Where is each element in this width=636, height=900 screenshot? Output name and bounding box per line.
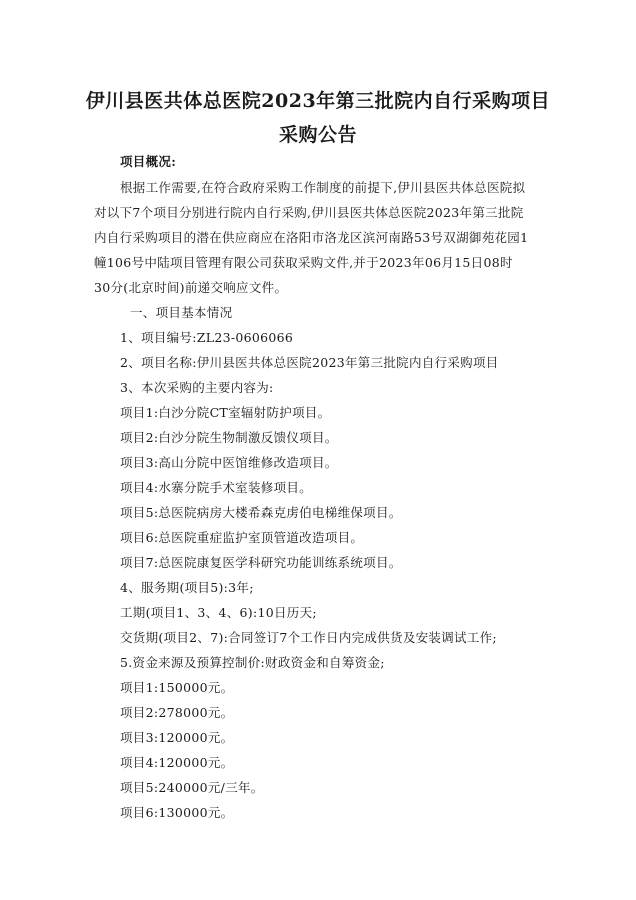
budget-item: 项目1:150000元。	[120, 680, 234, 695]
project-name: 2、项目名称:伊川县医共体总医院2023年第三批院内自行采购项目	[120, 355, 499, 370]
project-item: 项目2:白沙分院生物制激反馈仪项目。	[120, 430, 338, 445]
intro-line: 幢106号中陆项目管理有限公司获取采购文件,并于2023年06月15日08时	[94, 255, 513, 270]
document-subtitle: 采购公告	[278, 124, 357, 146]
section-heading: 一、项目基本情况	[130, 305, 233, 320]
budget-item: 项目2:278000元。	[120, 705, 234, 720]
budget-item: 项目4:120000元。	[120, 755, 234, 770]
project-item: 项目6:总医院重症监护室顶管道改造项目。	[120, 530, 364, 545]
funding-source: 5.资金来源及预算控制价:财政资金和自筹资金;	[120, 655, 385, 670]
project-item: 项目3:高山分院中医馆维修改造项目。	[120, 455, 338, 470]
budget-item: 项目6:130000元。	[120, 805, 234, 820]
project-item: 项目1:白沙分院CT室辐射防护项目。	[120, 405, 331, 420]
budget-item: 项目3:120000元。	[120, 730, 234, 745]
work-period: 工期(项目1、3、4、6):10日历天;	[120, 605, 317, 620]
intro-line: 内自行采购项目的潜在供应商应在洛阳市洛龙区滨河南路53号双湖御苑花园1	[94, 230, 529, 245]
budget-item: 项目5:240000元/三年。	[120, 780, 264, 795]
delivery-period: 交货期(项目2、7):合同签订7个工作日内完成供货及安装调试工作;	[120, 630, 497, 645]
overview-heading: 项目概况:	[120, 154, 177, 169]
intro-line: 30分(北京时间)前递交响应文件。	[94, 280, 288, 295]
project-item: 项目7:总医院康复医学科研究功能训练系统项目。	[120, 555, 402, 570]
intro-line: 根据工作需要,在符合政府采购工作制度的前提下,伊川县医共体总医院拟	[120, 180, 526, 195]
intro-line: 对以下7个项目分别进行院内自行采购,伊川县医共体总医院2023年第三批院	[94, 205, 524, 220]
project-item: 项目5:总医院病房大楼希森克虏伯电梯维保项目。	[120, 505, 402, 520]
service-period: 4、服务期(项目5):3年;	[120, 580, 254, 595]
project-number: 1、项目编号:ZL23-0606066	[120, 330, 294, 345]
project-item: 项目4:水寨分院手术室装修项目。	[120, 480, 312, 495]
document-title: 伊川县医共体总医院2023年第三批院内自行采购项目	[85, 90, 551, 112]
procurement-content-heading: 3、本次采购的主要内容为:	[120, 380, 274, 395]
